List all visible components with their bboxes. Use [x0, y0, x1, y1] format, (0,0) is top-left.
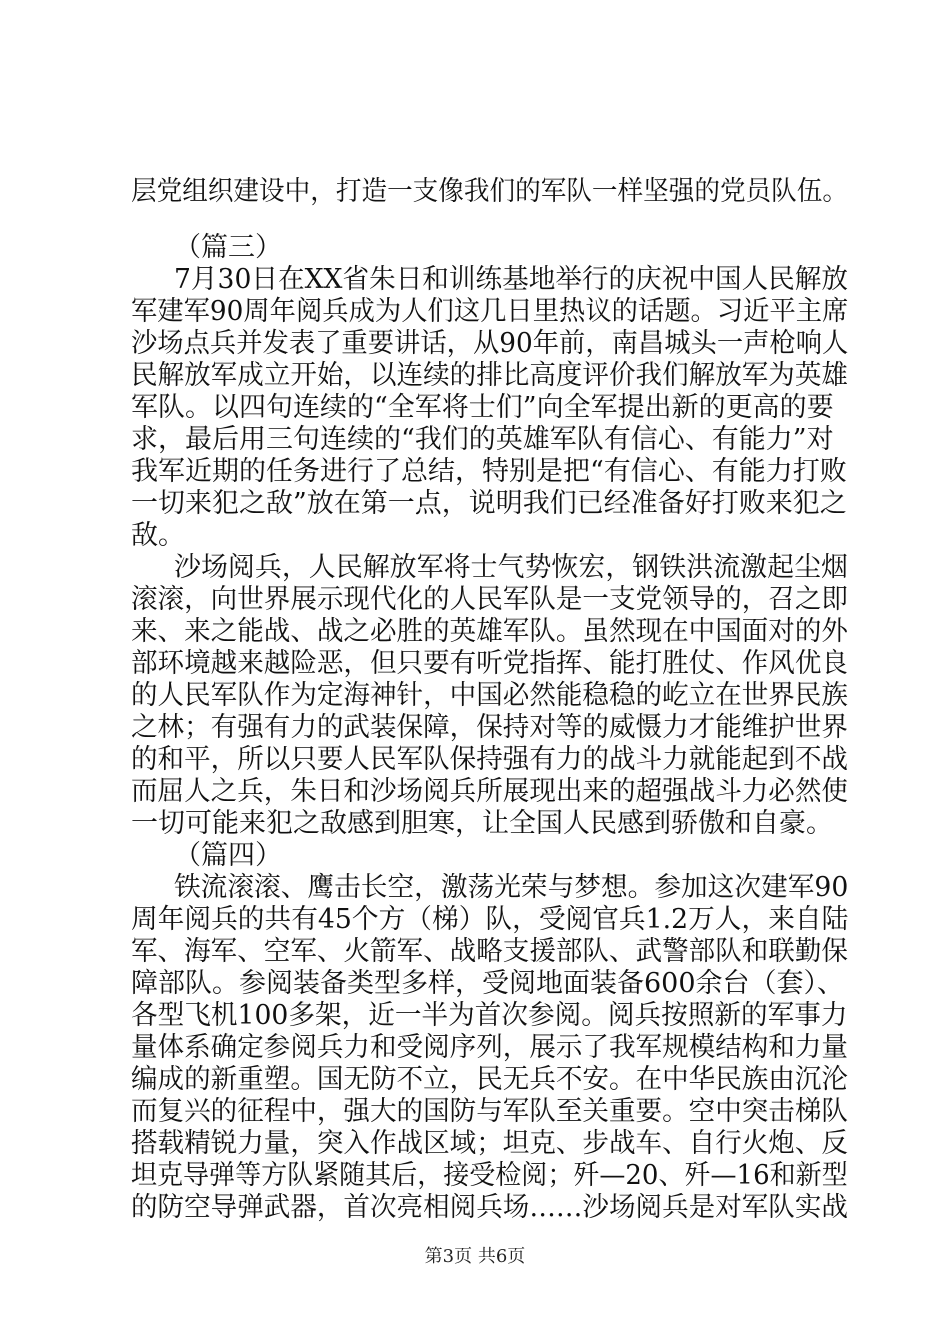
- text-line: 而屈人之兵，朱日和沙场阅兵所展现出来的超强战斗力必然使: [131, 776, 848, 807]
- text-line: 军、海军、空军、火箭军、战略支援部队、武警部队和联勤保: [131, 936, 848, 967]
- text-line: 民解放军成立开始，以连续的排比高度评价我们解放军为英雄: [131, 360, 848, 391]
- page-number-footer: 第3页 共6页: [424, 1246, 526, 1267]
- text-line: 的和平，所以只要人民军队保持强有力的战斗力就能起到不战: [131, 744, 848, 775]
- text-line: 部环境越来越险恶，但只要有听党指挥、能打胜仗、作风优良: [131, 648, 848, 679]
- text-line: 的防空导弹武器，首次亮相阅兵场……沙场阅兵是对军队实战: [131, 1192, 848, 1223]
- text-line: 来、来之能战、战之必胜的英雄军队。虽然现在中国面对的外: [131, 616, 848, 647]
- text-line: 7月30日在XX省朱日和训练基地举行的庆祝中国人民解放: [174, 264, 848, 295]
- text-line: 沙场阅兵，人民解放军将士气势恢宏，钢铁洪流激起尘烟: [174, 552, 848, 583]
- section-heading: （篇四）: [174, 840, 282, 871]
- text-line: 军建军90周年阅兵成为人们这几日里热议的话题。习近平主席: [131, 296, 849, 327]
- text-line: 搭载精锐力量，突入作战区域；坦克、步战车、自行火炮、反: [131, 1128, 848, 1159]
- text-line: 敌。: [131, 520, 185, 551]
- text-line: 沙场点兵并发表了重要讲话，从90年前，南昌城头一声枪响人: [131, 328, 849, 359]
- text-line: 编成的新重塑。国无防不立，民无兵不安。在中华民族由沉沦: [131, 1064, 848, 1095]
- text-line: 一切可能来犯之敌感到胆寒，让全国人民感到骄傲和自豪。: [131, 808, 833, 839]
- text-line: 坦克导弹等方队紧随其后，接受检阅；歼—20、歼—16和新型: [131, 1160, 848, 1191]
- text-line: 我军近期的任务进行了总结，特别是把“有信心、有能力打败: [131, 456, 847, 487]
- text-line: 各型飞机100多架，近一半为首次参阅。阅兵按照新的军事力: [131, 1000, 848, 1031]
- text-line: 的人民军队作为定海神针，中国必然能稳稳的屹立在世界民族: [131, 680, 848, 711]
- text-line: 障部队。参阅装备类型多样，受阅地面装备600余台（套）、: [131, 968, 845, 999]
- text-line: 军队。以四句连续的“全军将士们”向全军提出新的更高的要: [131, 392, 834, 423]
- text-line: 铁流滚滚、鹰击长空，激荡光荣与梦想。参加这次建军90: [174, 872, 849, 903]
- text-line: 求，最后用三句连续的“我们的英雄军队有信心、有能力”对: [131, 424, 834, 455]
- text-line: 之林；有强有力的武装保障，保持对等的威慑力才能维护世界: [131, 712, 848, 743]
- text-line: 滚滚，向世界展示现代化的人民军队是一支党领导的，召之即: [131, 584, 848, 615]
- text-line: 周年阅兵的共有45个方（梯）队，受阅官兵1.2万人，来自陆: [131, 904, 849, 935]
- text-line: 而复兴的征程中，强大的国防与军队至关重要。空中突击梯队: [131, 1096, 848, 1127]
- text-line: 量体系确定参阅兵力和受阅序列，展示了我军规模结构和力量: [131, 1032, 848, 1063]
- text-line: 一切来犯之敌”放在第一点，说明我们已经准备好打败来犯之: [131, 488, 847, 519]
- section-heading: （篇三）: [174, 232, 282, 263]
- text-line: 层党组织建设中，打造一支像我们的军队一样坚强的党员队伍。: [131, 176, 848, 207]
